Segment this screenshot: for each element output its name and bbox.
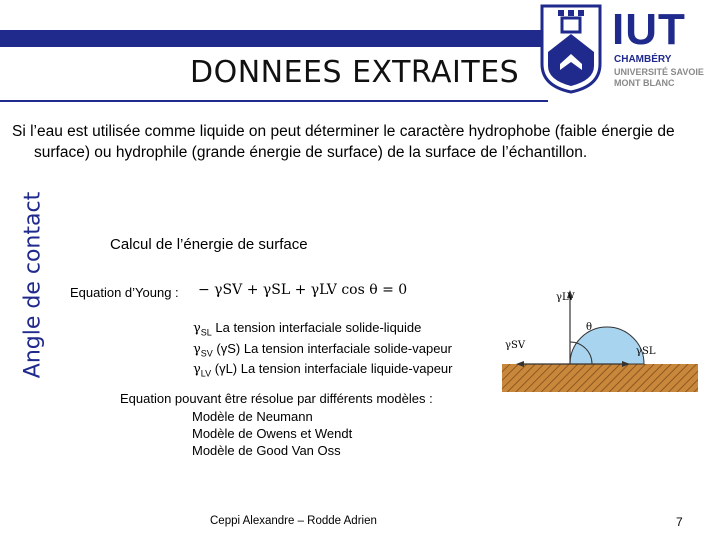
young-equation: − γSV + γSL + γLV cos θ = 0 [198,282,408,298]
label-sl: γSL [636,346,656,357]
label-sv: γSV [505,340,526,351]
logo-shield-icon [538,4,604,94]
side-label: Angle de contact [20,191,46,379]
definition-item: $\gamma_{SV}$ (γS) La tension interfaciale solide-vapeur [193,340,452,359]
intro-paragraph: Si l’eau est utilisée comme liquide on peut déterminer le caractère hydrophobe (faible énergie de surface) ou hydrophile (grande énergie de surface) de la surface de l’échantillon. [12,123,675,161]
definition-item: $\gamma_{LV}$ (γL) La tension interfaciale liquide-vapeur [193,361,453,379]
footer-authors: Ceppi Alexandre – Rodde Adrien [210,515,377,527]
logo-wordmark: IUT [612,5,686,54]
list-item: Modèle de Owens et Wendt [192,426,353,441]
definition-item: $\gamma_{SL}$ La tension interfaciale solide-liquide [193,320,422,338]
substrate [502,364,698,392]
calc-heading: Calcul de l’énergie de surface [110,236,308,253]
models-list [192,408,352,459]
logo-university: UNIVERSITÉ SAVOIE MONT BLANC [614,67,704,88]
list-item: Modèle de Good Van Oss [192,443,341,458]
logo-city: CHAMBÉRY [614,54,672,65]
list-item: Modèle de Neumann [192,409,313,424]
title-underline [0,100,548,102]
models-intro: Equation pouvant être résolue par différents modèles : [120,391,433,406]
title-top-bar [0,30,548,47]
label-theta: θ [586,322,593,333]
page-title: DONNEES EXTRAITES [190,55,520,90]
definitions-list [193,320,452,382]
page-number: 7 [676,515,683,529]
label-lv: γLV [556,292,575,303]
equation-label: Equation d’Young : [70,285,179,300]
contact-angle-diagram [500,280,700,400]
